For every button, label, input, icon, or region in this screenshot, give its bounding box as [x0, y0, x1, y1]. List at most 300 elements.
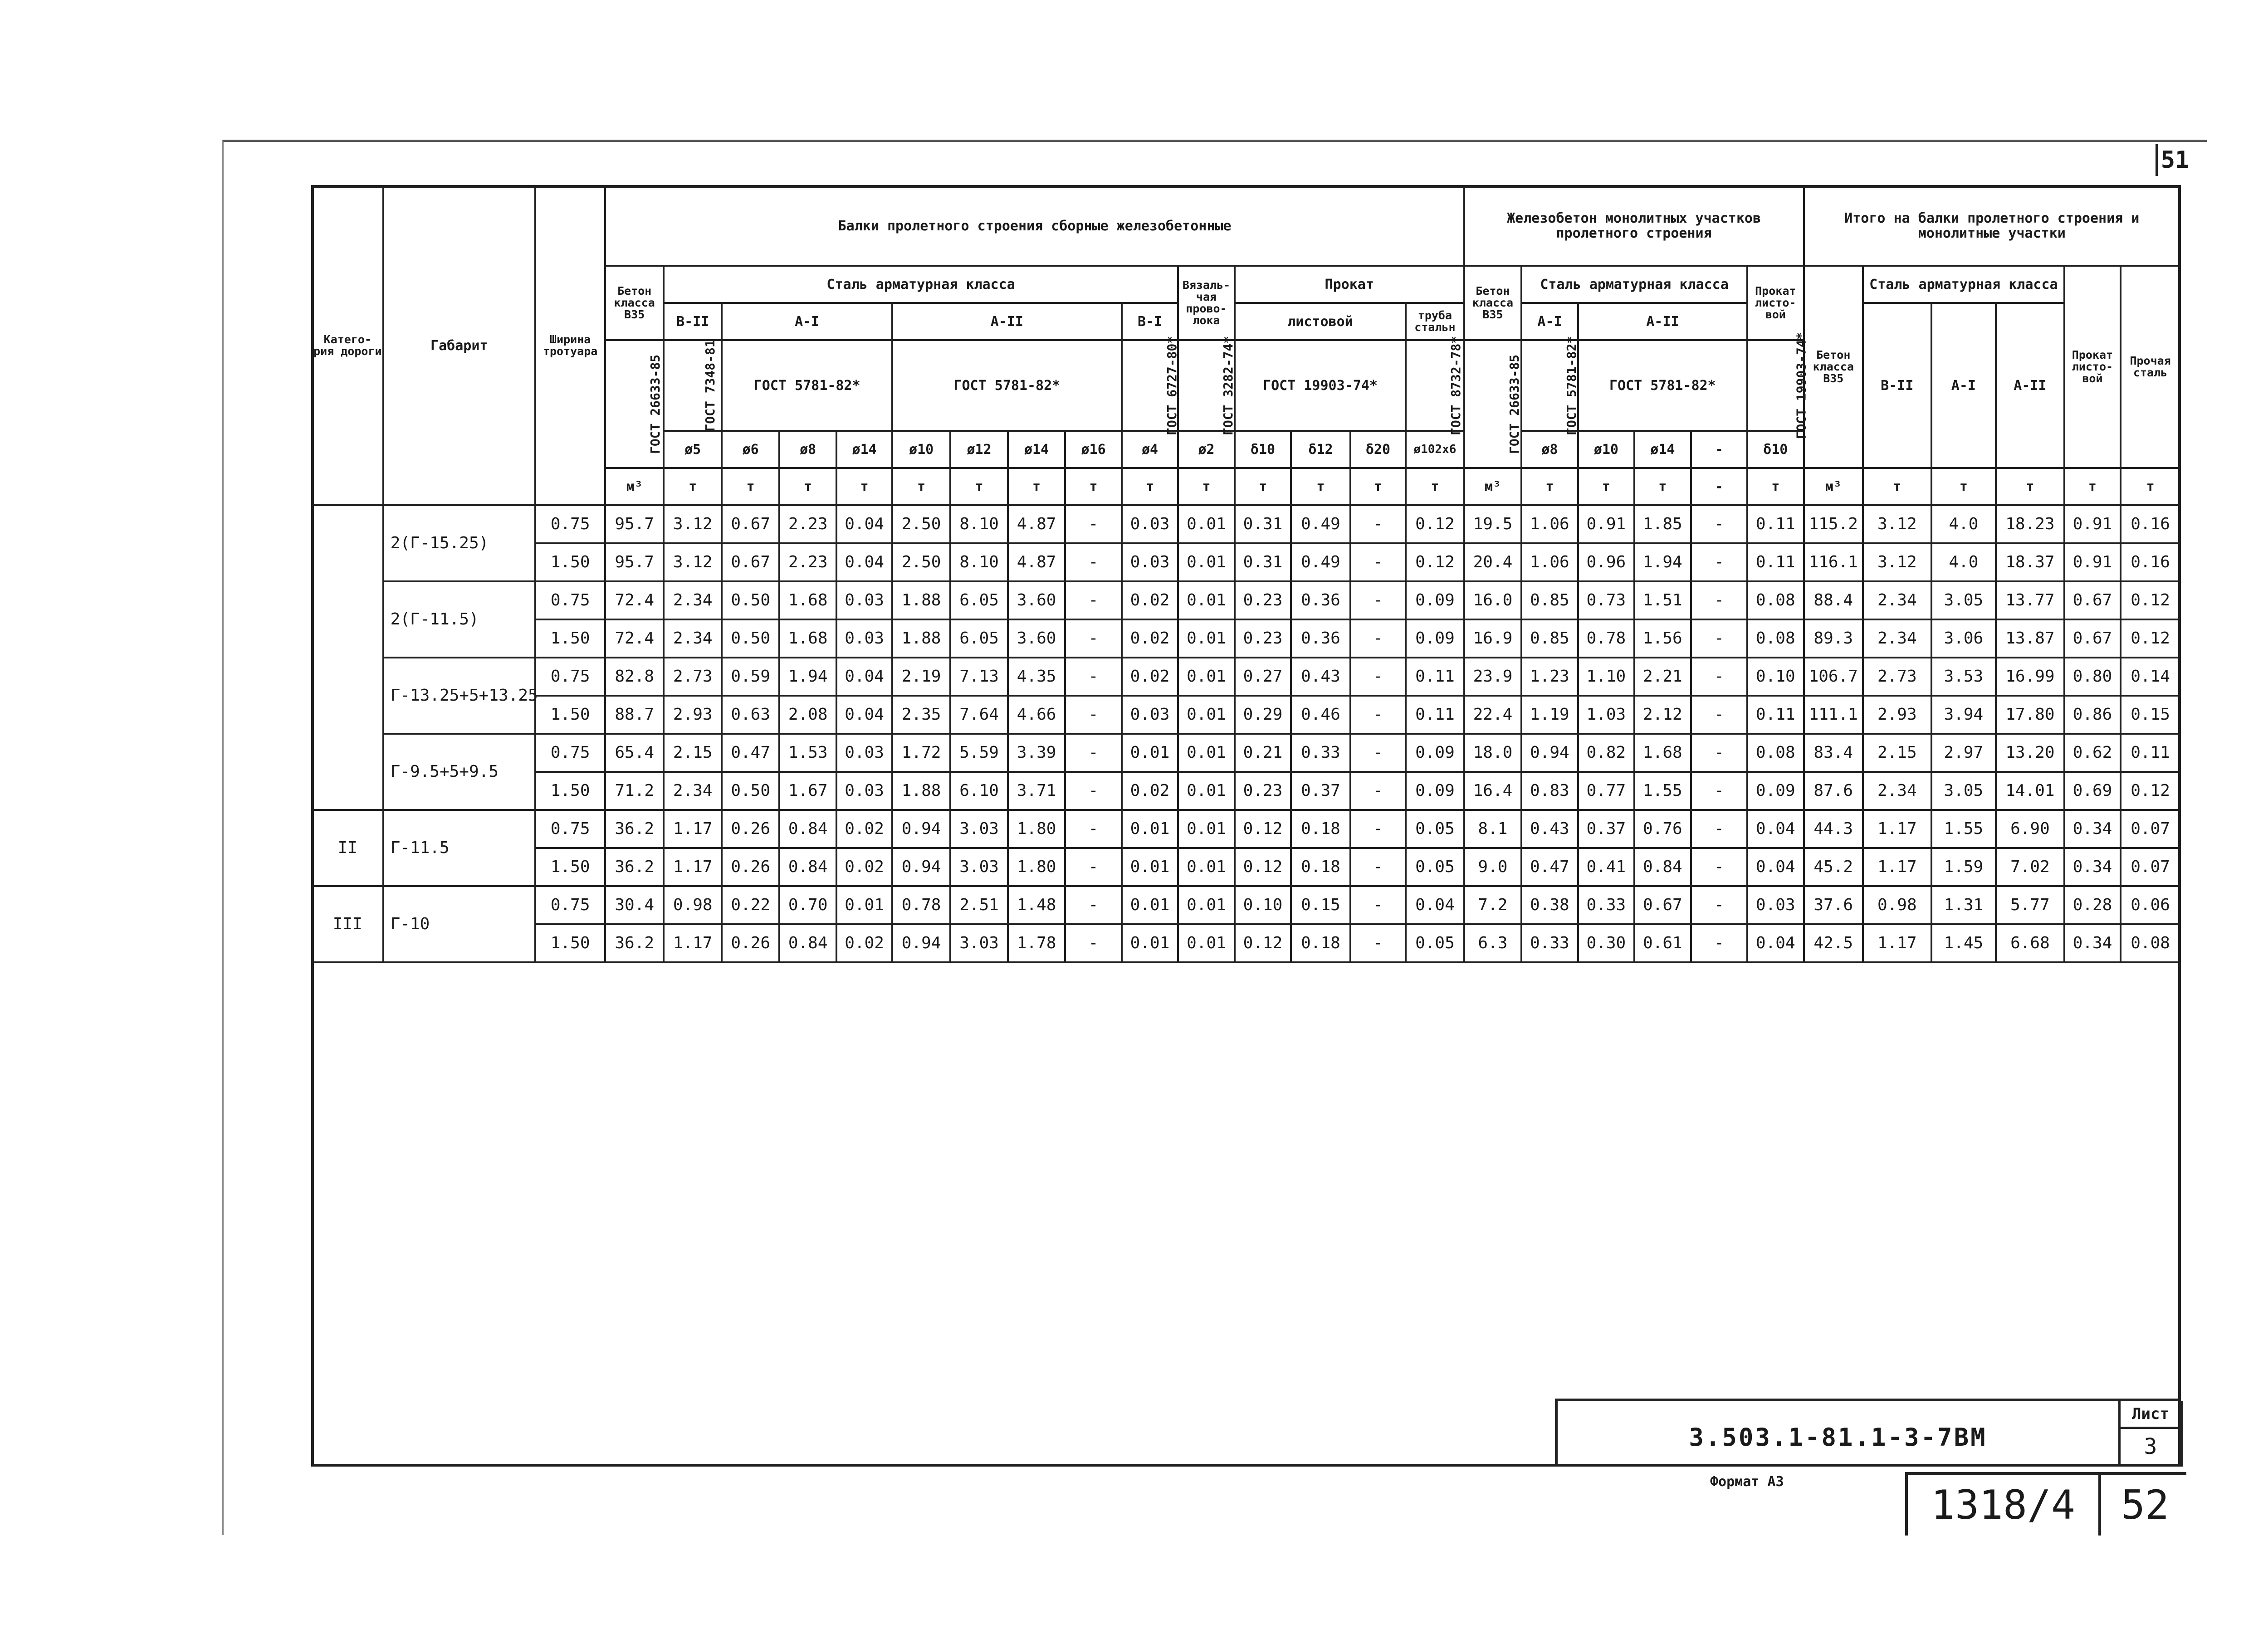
- quantity-cell: 3.06: [1931, 619, 1996, 658]
- quantity-cell: 2.93: [664, 696, 722, 734]
- header-gost-mono-concrete: ГОСТ 26633-85: [1464, 340, 1521, 468]
- quantity-cell: 16.4: [1464, 772, 1521, 810]
- table-header: [312, 186, 2180, 505]
- quantity-cell: -: [1691, 886, 1747, 924]
- document-code: 3.503.1-81.1-3-7ВМ: [1689, 1423, 1987, 1452]
- quantity-cell: 36.2: [605, 924, 663, 962]
- quantity-cell: 0.33: [1521, 924, 1578, 962]
- quantity-cell: 1.45: [1931, 924, 1996, 962]
- unit-cell: т: [1291, 468, 1350, 505]
- quantity-cell: -: [1065, 810, 1121, 848]
- quantity-cell: 0.01: [1122, 886, 1178, 924]
- table-row: [312, 886, 2180, 924]
- quantity-cell: 0.36: [1291, 619, 1350, 658]
- quantity-cell: 2.34: [664, 619, 722, 658]
- quantity-cell: 3.71: [1008, 772, 1065, 810]
- header-mono-class-a1: А-I: [1521, 303, 1578, 340]
- quantity-cell: 1.88: [892, 772, 950, 810]
- quantity-cell: 0.67: [722, 505, 779, 543]
- quantity-cell: 0.63: [722, 696, 779, 734]
- unit-cell: т: [836, 468, 892, 505]
- quantity-cell: 0.94: [892, 848, 950, 886]
- header-diameter: ø16: [1065, 431, 1121, 468]
- quantity-cell: 0.05: [1406, 848, 1464, 886]
- gabarit-cell: 2(Г-11.5): [383, 581, 535, 658]
- quantity-cell: 2.08: [779, 696, 836, 734]
- quantity-cell: -: [1065, 734, 1121, 772]
- quantity-cell: 0.33: [1578, 886, 1634, 924]
- unit-cell: м³: [1804, 468, 1863, 505]
- quantity-cell: 0.04: [1747, 924, 1804, 962]
- header-diameter: δ10: [1747, 431, 1804, 468]
- unit-cell: т: [1521, 468, 1578, 505]
- quantity-cell: 0.23: [1235, 581, 1291, 619]
- quantity-cell: 0.85: [1521, 581, 1578, 619]
- header-mono-rebar: Сталь арматурная класса: [1521, 266, 1747, 303]
- header-gost-mono-a2: ГОСТ 5781-82*: [1578, 340, 1747, 431]
- quantity-cell: 0.67: [722, 543, 779, 581]
- quantity-cell: 0.16: [2121, 543, 2180, 581]
- unit-cell: т: [1634, 468, 1691, 505]
- quantity-cell: -: [1065, 924, 1121, 962]
- quantity-cell: 0.04: [836, 696, 892, 734]
- quantity-cell: 3.05: [1931, 581, 1996, 619]
- header-mono-concrete: Бетон класса B35: [1464, 266, 1521, 340]
- header-road-category: Катего- рия дороги: [312, 186, 383, 505]
- quantity-cell: 37.6: [1804, 886, 1863, 924]
- unit-cell: т: [950, 468, 1007, 505]
- quantity-cell: 3.03: [950, 810, 1007, 848]
- quantity-cell: 1.94: [1634, 543, 1691, 581]
- header-sidewalk-width: Ширина тротуара: [535, 186, 606, 505]
- unit-cell: м³: [605, 468, 663, 505]
- quantity-cell: 2.15: [664, 734, 722, 772]
- header-group-total: Итого на балки пролетного строения и монолитные участки: [1804, 186, 2180, 266]
- quantity-cell: 0.84: [779, 924, 836, 962]
- header-gost-precast-concrete: ГОСТ 26633-85: [605, 340, 663, 468]
- table-body: [312, 505, 2180, 962]
- quantity-cell: 1.94: [779, 658, 836, 696]
- header-gost-pipe: ГОСТ 8732-78*: [1406, 340, 1464, 431]
- quantity-cell: 2.35: [892, 696, 950, 734]
- quantity-cell: 89.3: [1804, 619, 1863, 658]
- quantity-cell: 1.85: [1634, 505, 1691, 543]
- quantity-cell: 0.01: [1178, 619, 1234, 658]
- header-total-class-a2: А-II: [1996, 303, 2064, 468]
- quantity-cell: 0.84: [779, 848, 836, 886]
- quantity-cell: 3.03: [950, 848, 1007, 886]
- quantity-cell: 16.99: [1996, 658, 2064, 696]
- quantity-cell: 7.2: [1464, 886, 1521, 924]
- quantity-cell: 0.47: [722, 734, 779, 772]
- quantity-cell: -: [1691, 543, 1747, 581]
- sidewalk-width-cell: 1.50: [535, 619, 606, 658]
- quantity-cell: 0.08: [2121, 924, 2180, 962]
- quantity-cell: 2.93: [1863, 696, 1931, 734]
- quantity-cell: 0.12: [1235, 848, 1291, 886]
- quantity-cell: 36.2: [605, 848, 663, 886]
- quantity-cell: -: [1350, 543, 1406, 581]
- unit-cell: т: [1178, 468, 1234, 505]
- quantity-cell: 0.26: [722, 924, 779, 962]
- quantity-cell: 0.03: [836, 734, 892, 772]
- header-total-class-a1: А-I: [1931, 303, 1996, 468]
- quantity-cell: 22.4: [1464, 696, 1521, 734]
- quantity-cell: 0.15: [1291, 886, 1350, 924]
- quantity-cell: 0.26: [722, 810, 779, 848]
- quantity-cell: 0.46: [1291, 696, 1350, 734]
- quantity-cell: 6.68: [1996, 924, 2064, 962]
- header-group-monolithic: Железобетон монолитных участков пролетного строения: [1464, 186, 1804, 266]
- header-diameter: ø14: [1008, 431, 1065, 468]
- quantity-cell: 95.7: [605, 543, 663, 581]
- quantity-cell: 0.78: [1578, 619, 1634, 658]
- header-total-class-b2: В-II: [1863, 303, 1931, 468]
- quantity-cell: 0.36: [1291, 581, 1350, 619]
- quantity-cell: 0.61: [1634, 924, 1691, 962]
- quantity-cell: 0.14: [2121, 658, 2180, 696]
- quantity-cell: 0.84: [1634, 848, 1691, 886]
- quantity-cell: 0.01: [1178, 886, 1234, 924]
- quantity-cell: 0.03: [836, 619, 892, 658]
- quantity-cell: 2.21: [1634, 658, 1691, 696]
- road-category-cell: III: [312, 886, 383, 962]
- table-row: [312, 543, 2180, 581]
- quantity-cell: 4.35: [1008, 658, 1065, 696]
- quantity-cell: 0.62: [2064, 734, 2121, 772]
- quantity-cell: 2.73: [1863, 658, 1931, 696]
- quantity-cell: 2.97: [1931, 734, 1996, 772]
- quantity-cell: 0.50: [722, 581, 779, 619]
- quantity-cell: 2.50: [892, 543, 950, 581]
- table-row: [312, 734, 2180, 772]
- quantity-cell: 1.67: [779, 772, 836, 810]
- quantity-cell: 0.01: [1122, 734, 1178, 772]
- quantity-cell: 0.05: [1406, 924, 1464, 962]
- quantity-cell: 4.66: [1008, 696, 1065, 734]
- quantity-cell: 0.04: [836, 658, 892, 696]
- quantity-cell: 2.34: [664, 772, 722, 810]
- unit-cell: т: [892, 468, 950, 505]
- quantity-cell: 1.06: [1521, 505, 1578, 543]
- unit-cell: м³: [1464, 468, 1521, 505]
- quantity-cell: 0.02: [1122, 772, 1178, 810]
- quantity-cell: 0.50: [722, 772, 779, 810]
- quantity-cell: -: [1691, 772, 1747, 810]
- quantity-cell: 0.84: [779, 810, 836, 848]
- quantity-cell: 1.78: [1008, 924, 1065, 962]
- unit-cell: -: [1691, 468, 1747, 505]
- header-precast-wire: Вязаль- чая прово- лока: [1178, 266, 1234, 340]
- quantity-cell: 0.98: [1863, 886, 1931, 924]
- quantity-cell: -: [1350, 581, 1406, 619]
- quantity-cell: 0.23: [1235, 619, 1291, 658]
- quantity-cell: 3.53: [1931, 658, 1996, 696]
- header-diameter: -: [1691, 431, 1747, 468]
- quantity-cell: -: [1691, 848, 1747, 886]
- quantity-cell: 0.01: [1178, 696, 1234, 734]
- quantity-cell: 0.04: [1747, 810, 1804, 848]
- quantity-cell: 0.08: [1747, 734, 1804, 772]
- header-diameter: ø14: [1634, 431, 1691, 468]
- gabarit-cell: Г-9.5+5+9.5: [383, 734, 535, 810]
- format-label: Формат А3: [1710, 1474, 1784, 1490]
- quantity-cell: 0.96: [1578, 543, 1634, 581]
- quantity-cell: 1.17: [1863, 810, 1931, 848]
- quantity-cell: 3.12: [1863, 505, 1931, 543]
- quantity-cell: 2.34: [1863, 581, 1931, 619]
- quantity-cell: 0.12: [1235, 810, 1291, 848]
- table-row: [312, 581, 2180, 619]
- header-precast-class-a2: А-II: [892, 303, 1122, 340]
- header-gost-b2: ГОСТ 7348-81: [664, 340, 722, 431]
- quantity-cell: 115.2: [1804, 505, 1863, 543]
- sidewalk-width-cell: 1.50: [535, 772, 606, 810]
- quantity-cell: -: [1350, 848, 1406, 886]
- quantity-cell: -: [1065, 658, 1121, 696]
- quantity-cell: 18.23: [1996, 505, 2064, 543]
- quantity-cell: 95.7: [605, 505, 663, 543]
- quantity-cell: -: [1691, 581, 1747, 619]
- quantity-cell: 0.83: [1521, 772, 1578, 810]
- quantity-cell: 0.91: [2064, 505, 2121, 543]
- quantity-cell: 17.80: [1996, 696, 2064, 734]
- quantity-cell: 3.05: [1931, 772, 1996, 810]
- quantity-cell: 0.02: [836, 810, 892, 848]
- quantity-cell: 42.5: [1804, 924, 1863, 962]
- quantity-cell: -: [1065, 696, 1121, 734]
- sidewalk-width-cell: 1.50: [535, 924, 606, 962]
- table-row: [312, 696, 2180, 734]
- quantity-cell: 0.78: [892, 886, 950, 924]
- quantity-cell: 0.18: [1291, 924, 1350, 962]
- quantity-cell: 0.67: [2064, 581, 2121, 619]
- quantity-cell: -: [1691, 658, 1747, 696]
- quantity-cell: 0.12: [1235, 924, 1291, 962]
- quantity-cell: 0.03: [1122, 543, 1178, 581]
- quantity-cell: 2.15: [1863, 734, 1931, 772]
- quantity-cell: 0.01: [1178, 848, 1234, 886]
- quantity-cell: 18.37: [1996, 543, 2064, 581]
- quantity-cell: 0.30: [1578, 924, 1634, 962]
- unit-cell: т: [1996, 468, 2064, 505]
- quantity-cell: -: [1350, 810, 1406, 848]
- quantity-cell: 0.11: [1747, 543, 1804, 581]
- quantity-cell: 72.4: [605, 619, 663, 658]
- header-diameter: ø10: [892, 431, 950, 468]
- quantity-cell: 0.16: [2121, 505, 2180, 543]
- quantity-cell: 0.02: [836, 924, 892, 962]
- gabarit-cell: Г-13.25+5+13.25: [383, 658, 535, 734]
- quantity-cell: 0.09: [1406, 772, 1464, 810]
- quantity-cell: 0.37: [1291, 772, 1350, 810]
- quantity-cell: 1.10: [1578, 658, 1634, 696]
- quantity-cell: 6.10: [950, 772, 1007, 810]
- quantity-cell: -: [1065, 886, 1121, 924]
- quantity-cell: -: [1350, 696, 1406, 734]
- quantity-cell: 3.12: [1863, 543, 1931, 581]
- quantity-cell: 18.0: [1464, 734, 1521, 772]
- quantity-cell: 1.17: [1863, 848, 1931, 886]
- unit-cell: т: [1747, 468, 1804, 505]
- quantity-cell: 0.98: [664, 886, 722, 924]
- quantity-cell: 0.12: [1406, 543, 1464, 581]
- quantity-cell: 0.03: [836, 772, 892, 810]
- quantity-cell: 2.34: [1863, 619, 1931, 658]
- header-precast-class-a1: А-I: [722, 303, 892, 340]
- quantity-cell: 14.01: [1996, 772, 2064, 810]
- header-diameter: ø8: [1521, 431, 1578, 468]
- table-row: [312, 619, 2180, 658]
- quantity-cell: 2.23: [779, 543, 836, 581]
- table-row: [312, 505, 2180, 543]
- header-precast-class-b1: В-I: [1122, 303, 1178, 340]
- quantity-cell: 0.80: [2064, 658, 2121, 696]
- sidewalk-width-cell: 0.75: [535, 734, 606, 772]
- header-gost-a1: ГОСТ 5781-82*: [722, 340, 892, 431]
- quantity-cell: 88.4: [1804, 581, 1863, 619]
- quantity-cell: 65.4: [605, 734, 663, 772]
- unit-cell: т: [1578, 468, 1634, 505]
- quantity-cell: 1.72: [892, 734, 950, 772]
- quantity-cell: 0.09: [1406, 581, 1464, 619]
- quantity-cell: 0.94: [892, 924, 950, 962]
- quantity-cell: 6.90: [1996, 810, 2064, 848]
- quantity-cell: 111.1: [1804, 696, 1863, 734]
- quantity-cell: 0.02: [1122, 581, 1178, 619]
- header-diameter: δ20: [1350, 431, 1406, 468]
- quantity-cell: 0.11: [1406, 658, 1464, 696]
- quantity-cell: 8.1: [1464, 810, 1521, 848]
- quantity-cell: 0.18: [1291, 848, 1350, 886]
- unit-cell: т: [779, 468, 836, 505]
- quantity-cell: 0.47: [1521, 848, 1578, 886]
- quantity-cell: 23.9: [1464, 658, 1521, 696]
- quantity-cell: 6.05: [950, 619, 1007, 658]
- quantity-cell: 1.17: [664, 810, 722, 848]
- quantity-cell: -: [1691, 696, 1747, 734]
- unit-cell: т: [1235, 468, 1291, 505]
- quantity-cell: 2.51: [950, 886, 1007, 924]
- unit-cell: т: [2064, 468, 2121, 505]
- quantity-cell: 87.6: [1804, 772, 1863, 810]
- quantity-cell: 2.23: [779, 505, 836, 543]
- quantity-cell: 0.33: [1291, 734, 1350, 772]
- quantity-cell: 0.01: [1178, 810, 1234, 848]
- header-gost-mono-rolled: ГОСТ 19903-74*: [1747, 340, 1804, 431]
- quantity-cell: 0.04: [836, 505, 892, 543]
- quantity-cell: 0.07: [2121, 810, 2180, 848]
- quantity-cell: -: [1065, 772, 1121, 810]
- header-diameter: δ10: [1235, 431, 1291, 468]
- quantity-cell: 0.73: [1578, 581, 1634, 619]
- header-diameter: ø2: [1178, 431, 1234, 468]
- quantity-cell: 3.60: [1008, 619, 1065, 658]
- quantity-cell: 2.12: [1634, 696, 1691, 734]
- quantity-cell: -: [1065, 619, 1121, 658]
- quantity-cell: 0.10: [1235, 886, 1291, 924]
- quantity-cell: 0.85: [1521, 619, 1578, 658]
- header-total-rebar: Сталь арматурная класса: [1863, 266, 2064, 303]
- table-row: [312, 772, 2180, 810]
- quantity-cell: -: [1350, 505, 1406, 543]
- header-diameter: ø4: [1122, 431, 1178, 468]
- quantity-cell: 0.43: [1291, 658, 1350, 696]
- quantity-cell: 7.02: [1996, 848, 2064, 886]
- header-precast-sheet: листовой: [1235, 303, 1406, 340]
- sidewalk-width-cell: 0.75: [535, 810, 606, 848]
- material-specification-table: [311, 185, 2181, 963]
- unit-cell: т: [722, 468, 779, 505]
- quantity-cell: 0.70: [779, 886, 836, 924]
- quantity-cell: 0.03: [1122, 696, 1178, 734]
- quantity-cell: 0.11: [1747, 696, 1804, 734]
- quantity-cell: 13.87: [1996, 619, 2064, 658]
- quantity-cell: 1.06: [1521, 543, 1578, 581]
- quantity-cell: 0.49: [1291, 543, 1350, 581]
- header-mono-class-a2: А-II: [1578, 303, 1747, 340]
- sidewalk-width-cell: 1.50: [535, 543, 606, 581]
- sheet-label: Лист: [2118, 1401, 2183, 1429]
- quantity-cell: 0.31: [1235, 543, 1291, 581]
- quantity-cell: 0.03: [1122, 505, 1178, 543]
- table-row: [312, 848, 2180, 886]
- quantity-cell: 0.28: [2064, 886, 2121, 924]
- quantity-cell: -: [1065, 848, 1121, 886]
- quantity-cell: 0.09: [1406, 619, 1464, 658]
- quantity-cell: 0.12: [1406, 505, 1464, 543]
- quantity-cell: 82.8: [605, 658, 663, 696]
- quantity-cell: 106.7: [1804, 658, 1863, 696]
- quantity-cell: 1.48: [1008, 886, 1065, 924]
- quantity-cell: 0.04: [1406, 886, 1464, 924]
- quantity-cell: 0.01: [1178, 924, 1234, 962]
- header-total-rolled: Прокат листо- вой: [2064, 266, 2121, 468]
- header-total-concrete: Бетон класса B35: [1804, 266, 1863, 468]
- quantity-cell: 0.04: [1747, 848, 1804, 886]
- quantity-cell: -: [1691, 810, 1747, 848]
- quantity-cell: 0.34: [2064, 848, 2121, 886]
- quantity-cell: 4.87: [1008, 543, 1065, 581]
- quantity-cell: 0.10: [1747, 658, 1804, 696]
- unit-cell: т: [1122, 468, 1178, 505]
- sidewalk-width-cell: 0.75: [535, 505, 606, 543]
- quantity-cell: 0.37: [1578, 810, 1634, 848]
- quantity-cell: -: [1691, 619, 1747, 658]
- quantity-cell: 0.06: [2121, 886, 2180, 924]
- quantity-cell: 7.64: [950, 696, 1007, 734]
- quantity-cell: 0.02: [1122, 658, 1178, 696]
- quantity-cell: 0.12: [2121, 772, 2180, 810]
- header-diameter: ø14: [836, 431, 892, 468]
- quantity-cell: 3.39: [1008, 734, 1065, 772]
- quantity-cell: 0.86: [2064, 696, 2121, 734]
- quantity-cell: 16.0: [1464, 581, 1521, 619]
- quantity-cell: 1.53: [779, 734, 836, 772]
- quantity-cell: 1.31: [1931, 886, 1996, 924]
- table-row: [312, 810, 2180, 848]
- archive-page-number: 52: [2098, 1475, 2189, 1536]
- quantity-cell: 1.17: [1863, 924, 1931, 962]
- quantity-cell: 0.77: [1578, 772, 1634, 810]
- quantity-cell: 0.38: [1521, 886, 1578, 924]
- quantity-cell: 3.94: [1931, 696, 1996, 734]
- header-diameter: ø12: [950, 431, 1007, 468]
- quantity-cell: 0.08: [1747, 581, 1804, 619]
- unit-cell: т: [1350, 468, 1406, 505]
- quantity-cell: 44.3: [1804, 810, 1863, 848]
- quantity-cell: 0.12: [2121, 581, 2180, 619]
